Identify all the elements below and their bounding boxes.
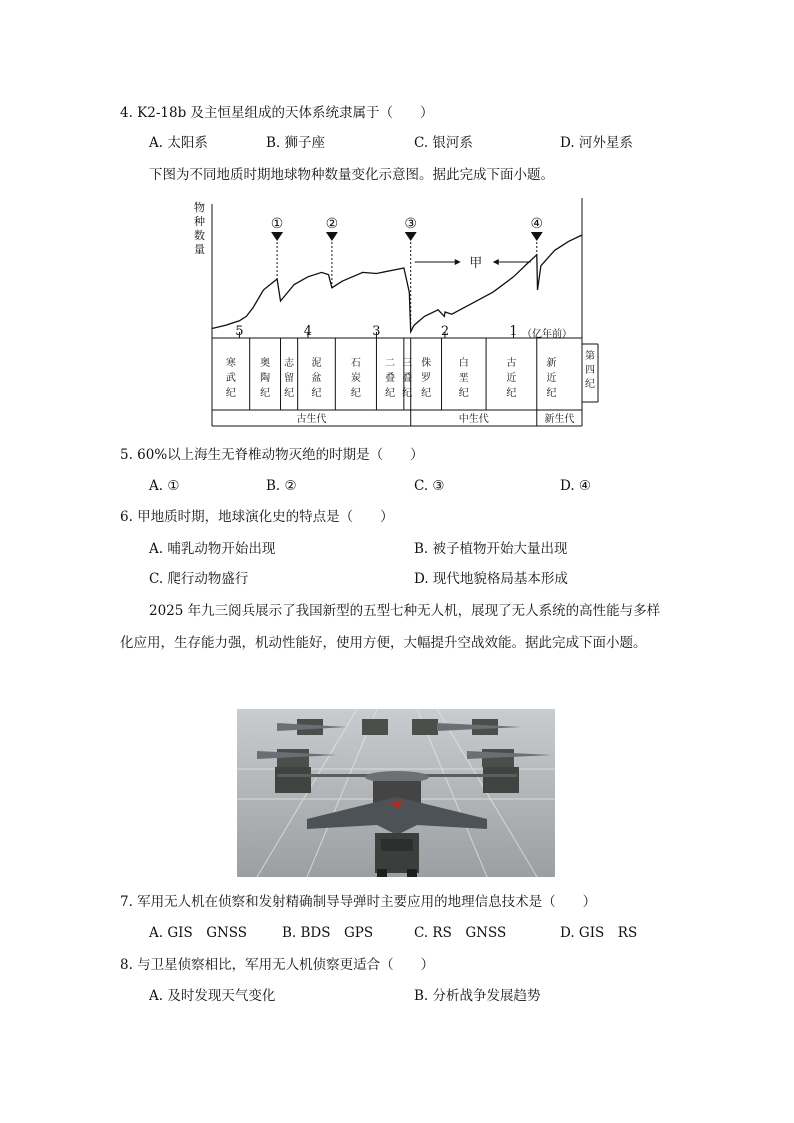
y-axis-label-char: 数 [194, 229, 205, 242]
period-label-char: 纪 [421, 388, 432, 399]
jia-arrowhead-left [493, 259, 499, 265]
x-tick-label: 4 [303, 324, 313, 339]
q7-option-c[interactable]: C. RS GNSS [414, 925, 507, 941]
q5-option-c[interactable]: C. ③ [414, 478, 445, 494]
drone-parade-photo [237, 709, 555, 877]
x-tick-label: 3 [372, 324, 381, 339]
era-label: 新生代 [544, 414, 575, 425]
event-marker-label: ④ [530, 216, 544, 232]
period-label-char: 纪 [546, 388, 557, 399]
period-label-char: 纪 [385, 388, 396, 399]
period-label-char: 叠 [402, 373, 413, 384]
x-tick-label: 2 [440, 324, 450, 339]
drone-parade-illustration [237, 709, 555, 877]
period-label-char: 罗 [421, 373, 432, 384]
q5-option-a[interactable]: A. ① [149, 478, 180, 494]
period-label-char: 纪 [402, 388, 413, 399]
jia-label: 甲 [469, 256, 483, 271]
event-marker-triangle [326, 232, 338, 241]
period-label-char: 古 [506, 358, 517, 369]
era-label: 中生代 [458, 414, 489, 425]
period-label-char: 石 [350, 358, 361, 369]
q5-stem: 5. 60%以上海生无脊椎动物灭绝的时期是（ ） [120, 447, 424, 463]
event-marker-triangle [405, 232, 417, 241]
period-label-char: 奥 [260, 358, 271, 369]
quaternary-label-char: 第 [585, 351, 595, 362]
period-label-char: 纪 [311, 388, 322, 399]
intro-paragraph-2-line-1: 2025 年九三阅兵展示了我国新型的五型七种无人机，展现了无人系统的高性能与多样 [149, 603, 661, 619]
event-marker-label: ③ [404, 216, 417, 232]
q6-option-b[interactable]: B. 被子植物开始大量出现 [414, 541, 568, 557]
period-label-char: 炭 [350, 373, 361, 384]
q4-option-c[interactable]: C. 银河系 [414, 135, 473, 151]
q7-option-a[interactable]: A. GIS GNSS [149, 925, 248, 941]
period-label-char: 纪 [350, 388, 361, 399]
period-label-char: 纪 [458, 388, 469, 399]
q5-option-b[interactable]: B. ② [266, 478, 297, 494]
period-label-char: 纪 [225, 388, 236, 399]
event-marker-triangle [531, 232, 543, 241]
quaternary-label-char: 四 [585, 365, 595, 376]
x-tick-label: 5 [235, 324, 244, 339]
period-label-char: 志 [284, 358, 295, 369]
period-label-char: 近 [546, 373, 557, 384]
q7-option-b[interactable]: B. BDS GPS [282, 925, 374, 941]
period-label-char: 垩 [458, 373, 469, 384]
period-label-char: 新 [546, 358, 557, 369]
species-count-line [212, 235, 582, 332]
q6-option-d[interactable]: D. 现代地貌格局基本形成 [414, 571, 568, 587]
period-label-char: 盆 [311, 373, 322, 384]
q4-option-d[interactable]: D. 河外星系 [560, 135, 633, 151]
period-label-char: 纪 [284, 388, 295, 399]
quaternary-label-char: 纪 [585, 379, 595, 390]
q6-stem: 6. 甲地质时期，地球演化史的特点是（ ） [120, 509, 394, 525]
q4-option-a[interactable]: A. 太阳系 [149, 135, 208, 151]
q5-option-d[interactable]: D. ④ [560, 478, 592, 494]
period-label-char: 叠 [385, 373, 396, 384]
q6-option-a[interactable]: A. 哺乳动物开始出现 [149, 541, 276, 557]
q7-stem: 7. 军用无人机在侦察和发射精确制导导弹时主要应用的地理信息技术是（ ） [120, 894, 597, 910]
q7-option-d[interactable]: D. GIS RS [560, 925, 638, 941]
period-label-char: 三 [402, 358, 413, 369]
q8-stem: 8. 与卫星侦察相比，军用无人机侦察更适合（ ） [120, 957, 435, 973]
era-label: 古生代 [296, 414, 327, 425]
period-label-char: 近 [506, 373, 517, 384]
period-label-char: 纪 [506, 388, 517, 399]
event-marker-label: ① [270, 216, 284, 232]
period-label-char: 留 [284, 373, 295, 384]
period-label-char: 泥 [311, 358, 322, 369]
species-chart [190, 194, 600, 430]
x-tick-label: 1 [509, 324, 518, 339]
q4-option-b[interactable]: B. 狮子座 [266, 135, 326, 151]
period-label-char: 武 [225, 373, 236, 384]
period-label-char: 二 [385, 358, 396, 369]
event-marker-triangle [271, 232, 283, 241]
period-label-char: 白 [458, 358, 469, 369]
chart-ylabel [194, 200, 205, 256]
period-label-char: 陶 [260, 373, 271, 384]
period-label-char: 寒 [225, 358, 236, 369]
q6-option-c[interactable]: C. 爬行动物盛行 [149, 571, 249, 587]
event-marker-label: ② [325, 216, 339, 232]
jia-arrowhead-right [455, 259, 461, 265]
y-axis-label-char: 物 [194, 201, 205, 214]
y-axis-label-char: 量 [194, 243, 205, 256]
q4-stem: 4. K2-18b 及主恒星组成的天体系统隶属于（ ） [120, 105, 434, 121]
intro-paragraph-2-line-2: 化应用，生存能力强，机动性能好，使用方便，大幅提升空战效能。据此完成下面小题。 [120, 635, 647, 651]
y-axis-label-char: 种 [194, 215, 205, 228]
q8-option-b[interactable]: B. 分析战争发展趋势 [414, 988, 541, 1004]
period-label-char: 纪 [260, 388, 271, 399]
q8-option-a[interactable]: A. 及时发现天气变化 [149, 988, 276, 1004]
intro-paragraph-1: 下图为不同地质时期地球物种数量变化示意图。据此完成下面小题。 [149, 167, 554, 183]
x-unit-label: （亿年前） [522, 329, 572, 340]
period-label-char: 侏 [421, 358, 432, 369]
